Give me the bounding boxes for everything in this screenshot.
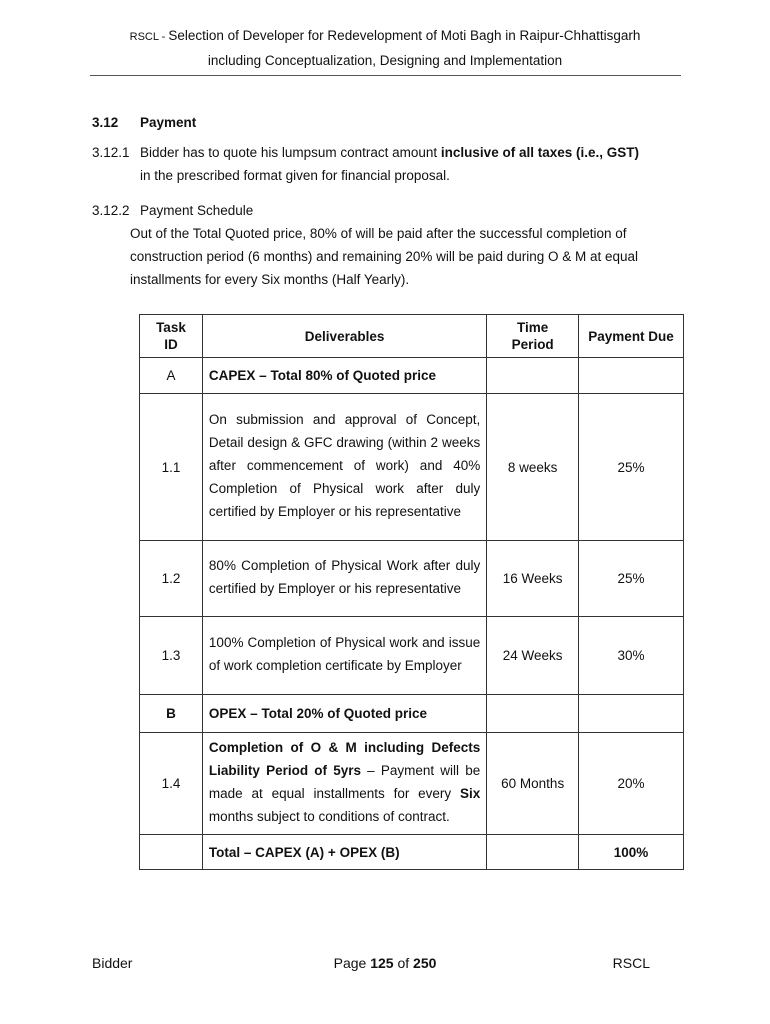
cell-task-id: 1.4 xyxy=(140,733,203,835)
cell-time xyxy=(487,835,579,870)
cell-deliverable: On submission and approval of Concept, Detail design & GFC drawing (within 2 weeks after commencement of work) and 40% Completion of Physical work after duly certified by Employer or his representative xyxy=(202,394,486,541)
cell-group-label: OPEX – Total 20% of Quoted price xyxy=(202,695,486,733)
cell-task-id: 1.2 xyxy=(140,541,203,617)
header-payment-due: Payment Due xyxy=(579,315,684,358)
table-row-total xyxy=(140,835,684,870)
header-time-period: Time Period xyxy=(487,315,579,358)
cell-deliverable: Completion of O & M including Defects Liability Period of 5yrs – Payment will be made at equal installments for every Six months subject to conditions of contract. xyxy=(202,733,486,835)
cell-payment: 20% xyxy=(579,733,684,835)
table-row-1-1 xyxy=(140,394,684,541)
cell-payment xyxy=(579,358,684,394)
cell-deliverable: 80% Completion of Physical Work after duly certified by Employer or his representative xyxy=(202,541,486,617)
cell-time xyxy=(487,358,579,394)
cell-payment: 25% xyxy=(579,541,684,617)
page-header xyxy=(90,24,680,72)
cell-deliverable: 100% Completion of Physical work and issue of work completion certificate by Employer xyxy=(202,617,486,695)
cell-total-payment: 100% xyxy=(579,835,684,870)
cell-time: 8 weeks xyxy=(487,394,579,541)
header-prefix: RSCL - xyxy=(129,31,169,43)
payment-schedule-paragraph: Out of the Total Quoted price, 80% of will be paid after the successful completion of construction period (6 months) and remaining 20% will be paid during O & M at equal installments for every Six months (Half Yearly). xyxy=(130,226,639,287)
table-row-1-4 xyxy=(140,733,684,835)
table-row-group-a xyxy=(140,358,684,394)
header-line-2: including Conceptualization, Designing and Implementation xyxy=(207,53,563,68)
table-row-group-b xyxy=(140,695,684,733)
clause-3-12-2-title: Payment Schedule xyxy=(140,203,254,218)
cell-payment xyxy=(579,695,684,733)
cell-task-id: A xyxy=(140,358,203,394)
cell-group-label: CAPEX – Total 80% of Quoted price xyxy=(202,358,486,394)
cell-time xyxy=(487,695,579,733)
clause-3-12-2-number: 3.12.2 xyxy=(92,203,130,218)
cell-payment: 25% xyxy=(579,394,684,541)
section-title: Payment xyxy=(140,115,197,130)
table-row-1-2 xyxy=(140,541,684,617)
table-row-1-3 xyxy=(140,617,684,695)
cell-time: 24 Weeks xyxy=(487,617,579,695)
header-divider xyxy=(90,75,681,76)
table-header-row xyxy=(140,315,684,358)
footer-right: RSCL xyxy=(612,955,650,971)
cell-time: 60 Months xyxy=(487,733,579,835)
section-number: 3.12 xyxy=(92,115,119,130)
header-deliverables: Deliverables xyxy=(202,315,486,358)
cell-task-id: 1.1 xyxy=(140,394,203,541)
cell-total-label: Total – CAPEX (A) + OPEX (B) xyxy=(202,835,486,870)
footer-left: Bidder xyxy=(92,955,133,971)
clause-3-12-1-number: 3.12.1 xyxy=(92,145,130,160)
cell-time: 16 Weeks xyxy=(487,541,579,617)
cell-payment: 30% xyxy=(579,617,684,695)
cell-task-id: 1.3 xyxy=(140,617,203,695)
header-line-1: RSCL - Selection of Developer for Redevelopment of Moti Bagh in Raipur-Chhattisgarh xyxy=(129,28,641,43)
header-task-id: Task ID xyxy=(140,315,203,358)
footer-page-number: Page 125 of 250 xyxy=(333,955,437,971)
clause-3-12-1-text: Bidder has to quote his lumpsum contract amount inclusive of all taxes (i.e., GST) in the prescribed format given for financial proposal. xyxy=(140,145,639,183)
cell-task-id: B xyxy=(140,695,203,733)
payment-schedule-table xyxy=(139,314,684,870)
cell-task-id xyxy=(140,835,203,870)
